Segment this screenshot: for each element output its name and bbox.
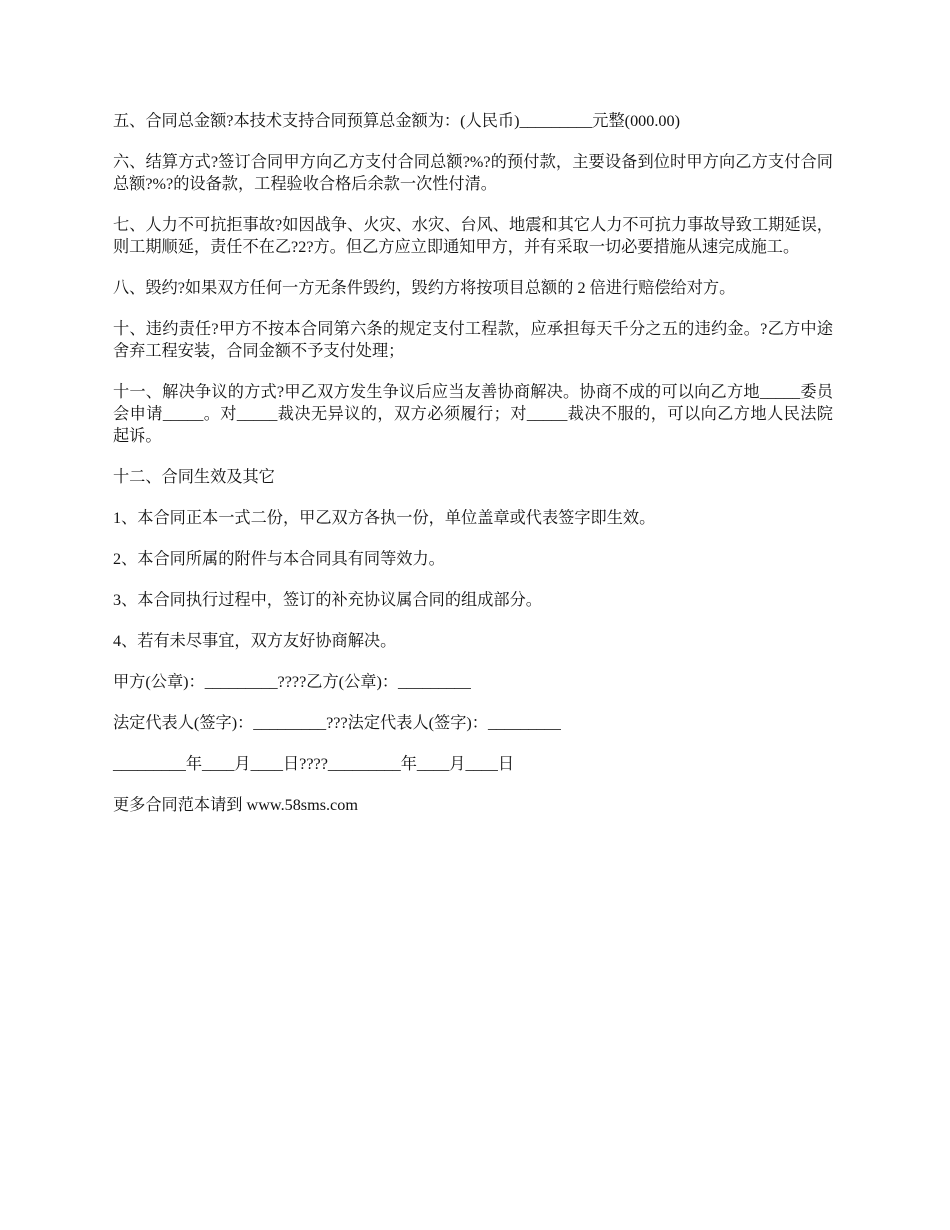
signature-seal-line: 甲方(公章)：_________????乙方(公章)：_________ xyxy=(113,673,471,691)
signature-date-line: _________年____月____日????_________年____月____日 xyxy=(113,755,515,773)
clause-12-item-2: 2、本合同所属的附件与本合同具有同等效力。 xyxy=(113,550,445,568)
clause-6-settlement: 六、结算方式?签订合同甲方向乙方支付合同总额?%?的预付款，主要设备到位时甲方向乙方支付合同总额?%?的设备款，工程验收合格后余款一次性付清。 xyxy=(113,153,833,193)
footer-more-templates: 更多合同范本请到 www.58sms.com xyxy=(113,796,358,814)
clause-12-item-4: 4、若有未尽事宜，双方友好协商解决。 xyxy=(113,632,397,650)
clause-12-heading: 十二、合同生效及其它 xyxy=(113,468,275,486)
clause-12-item-3: 3、本合同执行过程中，签订的补充协议属合同的组成部分。 xyxy=(113,591,542,609)
clause-8-breach-of-contract: 八、毁约?如果双方任何一方无条件毁约，毁约方将按项目总额的 2 倍进行赔偿给对方。 xyxy=(113,279,736,297)
clause-10-liability: 十、违约责任?甲方不按本合同第六条的规定支付工程款，应承担每天千分之五的违约金。?乙方中途舍弃工程安装，合同金额不予支付处理； xyxy=(113,320,833,360)
document-page xyxy=(113,110,833,835)
clause-7-force-majeure: 七、人力不可抗拒事故?如因战争、火灾、水灾、台风、地震和其它人力不可抗力事故导致工期延误，则工期顺延，责任不在乙?2?方。但乙方应立即通知甲方，并有采取一切必要措施从速完成施工。 xyxy=(113,216,833,256)
signature-representative-line: 法定代表人(签字)：_________???法定代表人(签字)：_________ xyxy=(113,714,561,732)
clause-12-item-1: 1、本合同正本一式二份，甲乙双方各执一份，单位盖章或代表签字即生效。 xyxy=(113,509,656,527)
clause-11-dispute-resolution: 十一、解决争议的方式?甲乙双方发生争议后应当友善协商解决。协商不成的可以向乙方地_____委员会申请_____。对_____裁决无异议的，双方必须履行；对_____裁决不服的，可以向乙方地人民法院起诉。 xyxy=(113,383,833,445)
clause-5-total-amount: 五、合同总金额?本技术支持合同预算总金额为：(人民币)_________元整(000.00) xyxy=(113,112,680,130)
